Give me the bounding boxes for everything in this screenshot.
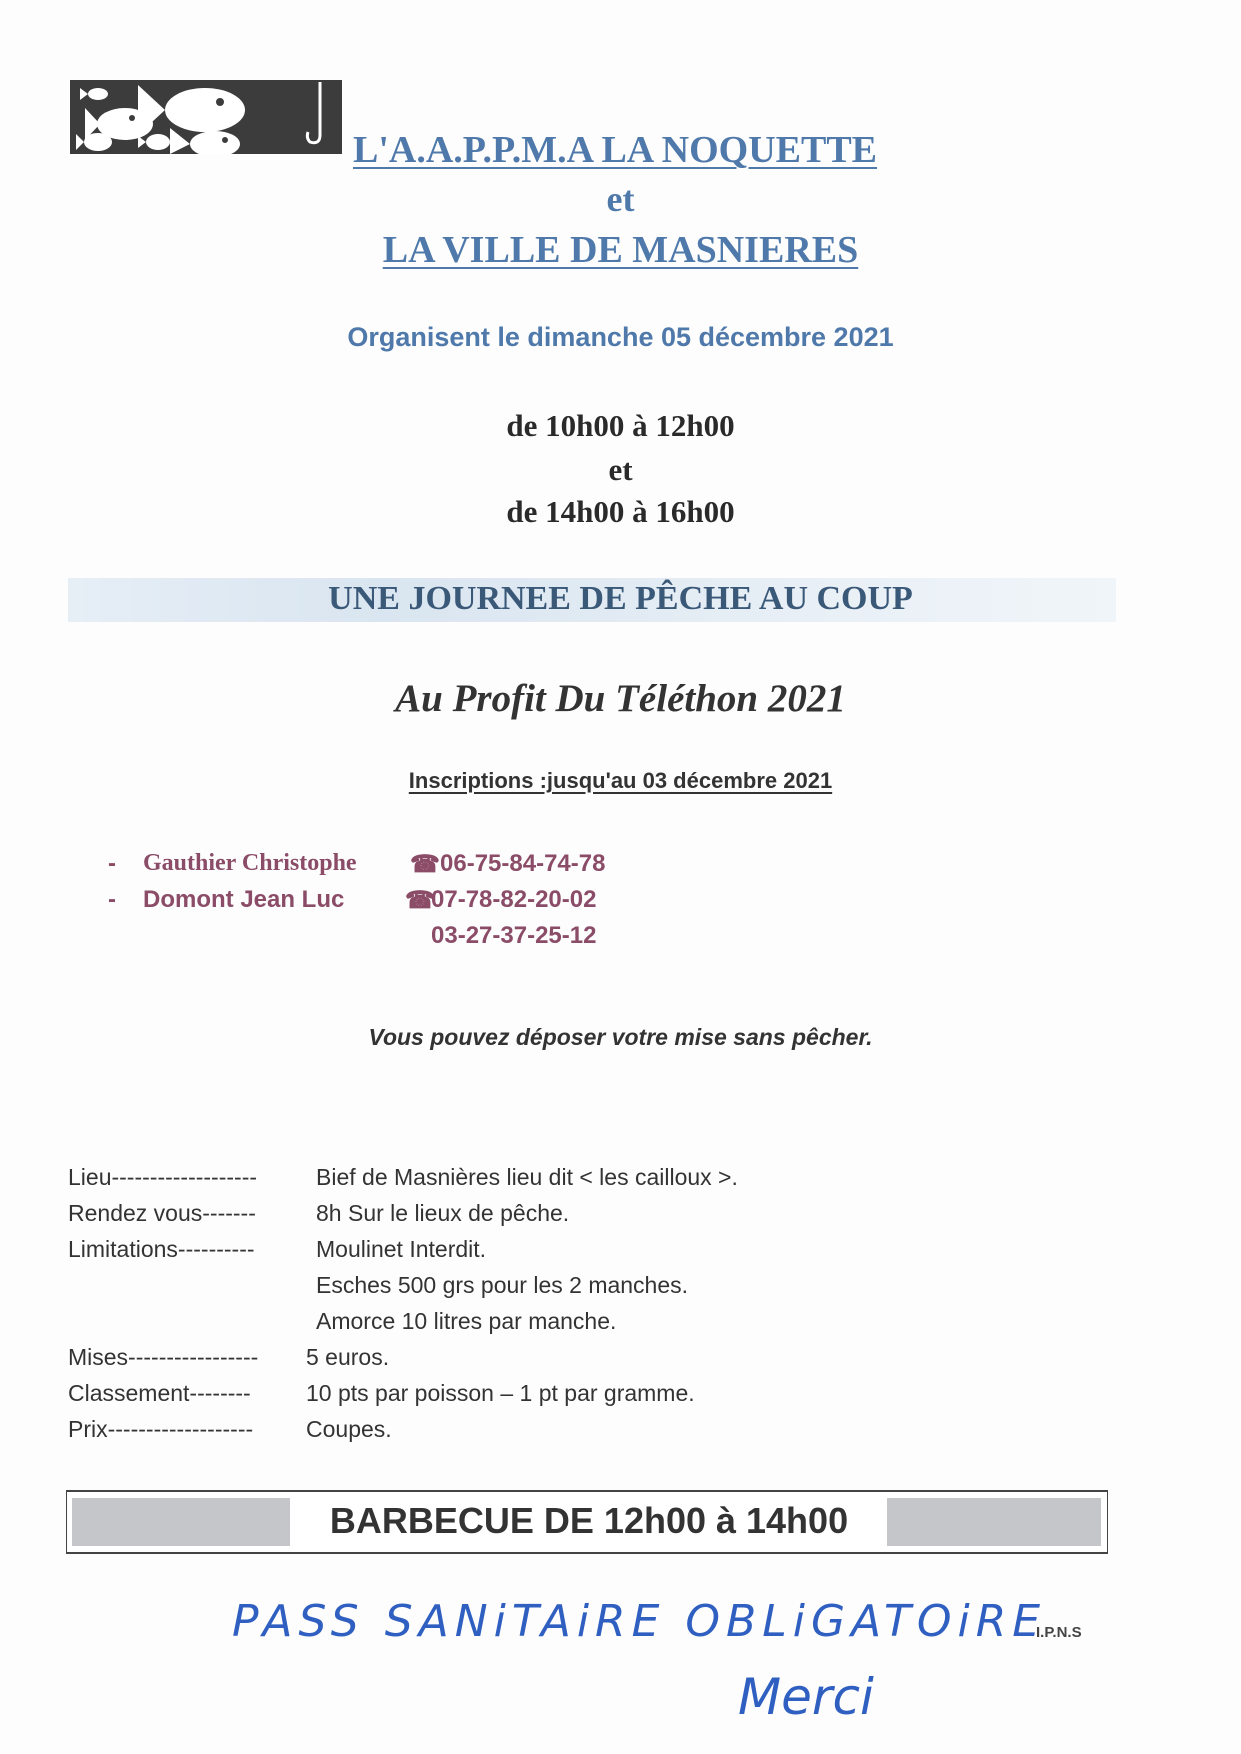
detail-label: Rendez vous------- <box>68 1200 256 1226</box>
detail-value: Bief de Masnières lieu dit < les cailloux >. <box>316 1164 738 1190</box>
gray-block <box>887 1498 1101 1546</box>
barbecue-box <box>66 1490 1108 1554</box>
organizer-title: L'A.A.P.P.M.A LA NOQUETTE <box>353 129 878 171</box>
barbecue-text: BARBECUE DE 12h00 à 14h00 <box>329 1500 849 1541</box>
note: Vous pouvez déposer votre mise sans pêcher. <box>368 1024 873 1050</box>
hours-and: et <box>608 452 633 487</box>
event-title: UNE JOURNEE DE PÊCHE AU COUP <box>328 580 913 617</box>
detail-value: Moulinet Interdit. <box>316 1236 487 1262</box>
title-and: et <box>606 179 635 219</box>
contact-phone-alt[interactable]: 03-27-37-25-12 <box>431 922 597 949</box>
contact-bullet: - <box>108 886 116 913</box>
contact-name: Gauthier Christophe <box>143 850 357 876</box>
detail-label: Lieu------------------- <box>68 1164 258 1190</box>
detail-label: Classement-------- <box>68 1380 251 1406</box>
detail-label: Mises----------------- <box>68 1344 259 1370</box>
hours-morning: de 10h00 à 12h00 <box>506 408 735 443</box>
phone-icon: ☎ <box>410 851 440 878</box>
contact-phone[interactable]: 07-78-82-20-02 <box>431 886 597 913</box>
detail-value: Esches 500 grs pour les 2 manches. <box>316 1272 689 1298</box>
date-line: Organisent le dimanche 05 décembre 2021 <box>347 322 894 352</box>
city-title: LA VILLE DE MASNIERES <box>382 229 859 271</box>
detail-value: Coupes. <box>306 1416 392 1442</box>
detail-label: Prix------------------- <box>68 1416 254 1442</box>
contact-name: Domont Jean Luc <box>143 886 345 913</box>
detail-value: 10 pts par poisson – 1 pt par gramme. <box>306 1380 695 1406</box>
ipns-mark: I.P.N.S <box>1036 1624 1082 1641</box>
benefit-line: Au Profit Du Téléthon 2021 <box>395 677 846 720</box>
contact-phone[interactable]: 06-75-84-74-78 <box>440 850 606 877</box>
detail-label: Limitations---------- <box>68 1236 255 1262</box>
phone-icon: ☎ <box>405 887 435 914</box>
detail-value: 5 euros. <box>306 1344 390 1370</box>
handwritten-thanks: Merci <box>738 1668 874 1726</box>
registration-deadline: Inscriptions :jusqu'au 03 décembre 2021 <box>408 768 833 793</box>
gray-block <box>72 1498 290 1546</box>
detail-value: Amorce 10 litres par manche. <box>316 1308 617 1334</box>
handwritten-pass-sanitaire: PASS SANiTAiRE OBLiGATOiRE <box>232 1596 1047 1647</box>
hours-afternoon: de 14h00 à 16h00 <box>506 494 735 529</box>
fish-logo <box>70 80 342 154</box>
fish-logo-icon <box>70 80 342 154</box>
contact-bullet: - <box>108 850 116 877</box>
detail-value: 8h Sur le lieux de pêche. <box>316 1200 570 1226</box>
